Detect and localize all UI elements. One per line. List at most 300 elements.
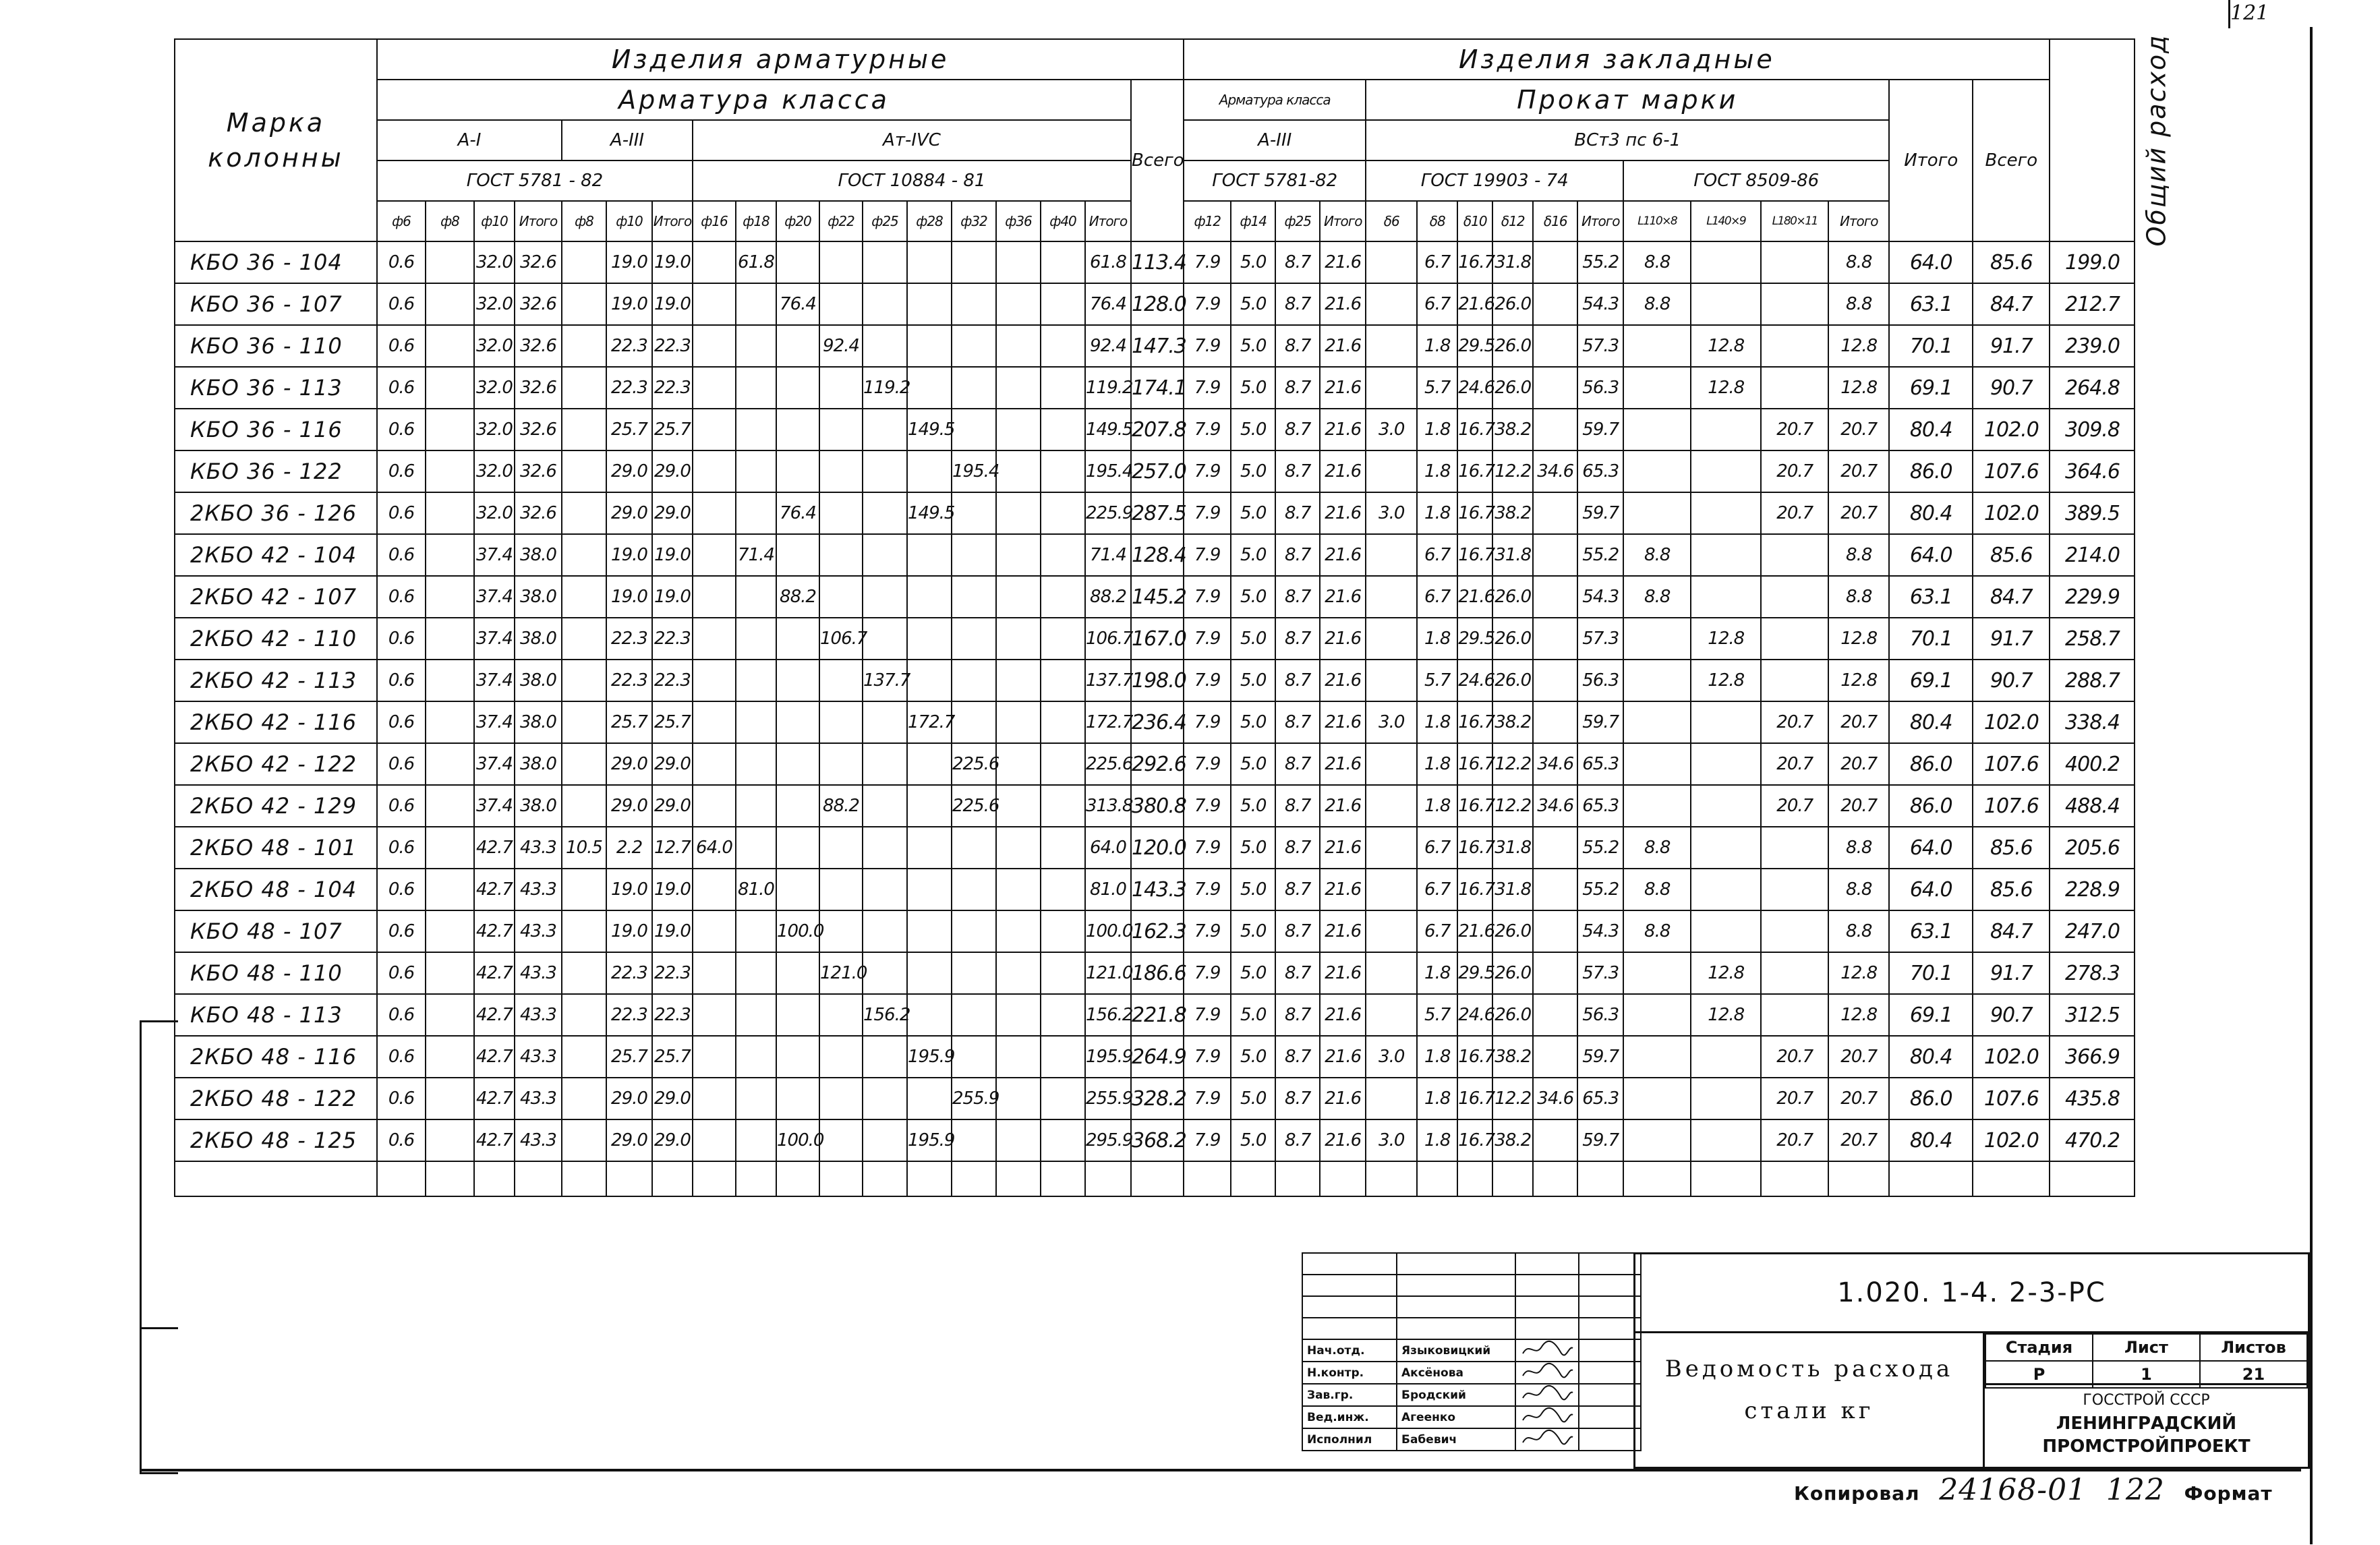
table-cell: 195.4 xyxy=(952,450,996,492)
table-cell: 22.3 xyxy=(652,618,693,660)
table-cell xyxy=(426,1078,474,1119)
table-cell xyxy=(952,701,996,743)
table-cell: 21.6 xyxy=(1320,785,1366,827)
table-cell: 7.9 xyxy=(1184,701,1231,743)
table-cell: 100.0 xyxy=(776,910,819,952)
table-cell: 21.6 xyxy=(1320,367,1366,409)
table-cell xyxy=(1041,325,1085,367)
table-cell: 21.6 xyxy=(1320,325,1366,367)
table-cell xyxy=(1691,785,1761,827)
table-cell xyxy=(1041,367,1085,409)
subcolumn-header: Итого xyxy=(652,201,693,241)
table-cell xyxy=(736,409,776,450)
table-cell xyxy=(736,367,776,409)
table-cell xyxy=(907,241,952,283)
table-cell: 5.0 xyxy=(1231,1119,1275,1161)
table-cell: 38.0 xyxy=(515,701,562,743)
table-cell xyxy=(996,701,1041,743)
table-cell: 6.7 xyxy=(1417,534,1457,576)
table-cell: 7.9 xyxy=(1184,450,1231,492)
table-cell: 145.2 xyxy=(1131,576,1184,618)
table-row xyxy=(175,492,2135,534)
table-cell xyxy=(693,952,736,994)
empty-cell xyxy=(1457,1161,1492,1196)
table-cell xyxy=(1533,409,1577,450)
table-cell: 8.8 xyxy=(1828,869,1889,910)
table-cell: 128.0 xyxy=(1131,283,1184,325)
table-cell xyxy=(776,1036,819,1078)
frame-line-right xyxy=(2310,27,2313,1544)
table-cell xyxy=(1533,952,1577,994)
table-cell: 86.0 xyxy=(1889,450,1973,492)
table-cell: 32.0 xyxy=(474,241,515,283)
table-cell: 167.0 xyxy=(1131,618,1184,660)
signature-scribble xyxy=(1520,1362,1574,1380)
table-cell: 364.6 xyxy=(2050,450,2135,492)
table-cell: 7.9 xyxy=(1184,994,1231,1036)
table-cell xyxy=(863,576,907,618)
table-cell: 22.3 xyxy=(606,367,652,409)
table-cell: 26.0 xyxy=(1492,618,1533,660)
table-cell: 43.3 xyxy=(515,827,562,869)
table-cell: 8.7 xyxy=(1275,785,1320,827)
table-cell xyxy=(1691,1036,1761,1078)
table-cell: 1.8 xyxy=(1417,1078,1457,1119)
table-cell: 76.4 xyxy=(776,492,819,534)
table-row xyxy=(175,910,2135,952)
table-cell: 8.8 xyxy=(1828,534,1889,576)
table-cell xyxy=(952,534,996,576)
table-cell: 32.0 xyxy=(474,367,515,409)
table-cell xyxy=(863,1119,907,1161)
table-cell: 7.9 xyxy=(1184,785,1231,827)
table-cell: 8.8 xyxy=(1623,869,1691,910)
table-cell: 5.0 xyxy=(1231,409,1275,450)
table-cell: 34.6 xyxy=(1533,450,1577,492)
table-cell: 16.7 xyxy=(1457,827,1492,869)
table-cell: 8.7 xyxy=(1275,618,1320,660)
approval-role: Н.контр. xyxy=(1302,1362,1397,1384)
signature xyxy=(1515,1428,1579,1451)
table-cell xyxy=(736,743,776,785)
table-cell xyxy=(1533,283,1577,325)
table-cell: 12.2 xyxy=(1492,450,1533,492)
steel-grade-header: ВСт3 пс 6-1 xyxy=(1366,120,1889,161)
table-cell: 7.9 xyxy=(1184,409,1231,450)
table-cell: 21.6 xyxy=(1320,952,1366,994)
table-cell: 65.3 xyxy=(1577,785,1623,827)
table-cell: 32.6 xyxy=(515,492,562,534)
table-cell xyxy=(1691,827,1761,869)
approval-row xyxy=(1302,1339,1641,1362)
embedded-class-header: Арматура класса xyxy=(1184,80,1366,120)
table-cell xyxy=(1366,534,1417,576)
table-cell: 8.8 xyxy=(1623,241,1691,283)
table-cell xyxy=(1623,1078,1691,1119)
table-cell: 389.5 xyxy=(2050,492,2135,534)
table-cell xyxy=(907,743,952,785)
table-cell: 257.0 xyxy=(1131,450,1184,492)
subcolumn-header: δ8 xyxy=(1417,201,1457,241)
table-cell: 174.1 xyxy=(1131,367,1184,409)
table-cell: 5.7 xyxy=(1417,660,1457,701)
frame-line-bottom xyxy=(140,1469,2301,1471)
table-cell: 26.0 xyxy=(1492,367,1533,409)
table-cell xyxy=(863,618,907,660)
table-cell xyxy=(562,576,606,618)
table-cell: 59.7 xyxy=(1577,409,1623,450)
table-cell: 8.8 xyxy=(1828,283,1889,325)
table-cell xyxy=(1366,1078,1417,1119)
table-cell xyxy=(952,660,996,701)
table-cell: 7.9 xyxy=(1184,618,1231,660)
table-cell xyxy=(562,450,606,492)
table-cell: 22.3 xyxy=(606,994,652,1036)
table-row xyxy=(175,660,2135,701)
table-cell: 12.2 xyxy=(1492,1078,1533,1119)
table-cell: 328.2 xyxy=(1131,1078,1184,1119)
table-cell xyxy=(562,785,606,827)
table-cell: 7.9 xyxy=(1184,576,1231,618)
table-cell: 63.1 xyxy=(1889,910,1973,952)
table-cell xyxy=(1533,827,1577,869)
table-cell xyxy=(776,325,819,367)
table-cell: 5.0 xyxy=(1231,660,1275,701)
table-cell xyxy=(776,1078,819,1119)
table-cell: 29.0 xyxy=(652,1078,693,1119)
table-cell: 236.4 xyxy=(1131,701,1184,743)
table-cell: 84.7 xyxy=(1973,283,2050,325)
empty-cell xyxy=(1275,1161,1320,1196)
signature xyxy=(1515,1384,1579,1406)
table-cell: 8.7 xyxy=(1275,827,1320,869)
table-cell xyxy=(907,785,952,827)
table-cell xyxy=(907,1078,952,1119)
table-cell xyxy=(693,492,736,534)
table-cell xyxy=(952,952,996,994)
table-cell: 5.0 xyxy=(1231,869,1275,910)
table-row xyxy=(175,743,2135,785)
table-cell: 61.8 xyxy=(736,241,776,283)
table-cell: 86.0 xyxy=(1889,743,1973,785)
table-cell: 56.3 xyxy=(1577,367,1623,409)
table-cell xyxy=(1691,492,1761,534)
table-cell: 29.5 xyxy=(1457,325,1492,367)
table-cell xyxy=(426,1119,474,1161)
signature xyxy=(1515,1406,1579,1428)
table-cell: 295.9 xyxy=(1085,1119,1131,1161)
table-cell: 29.0 xyxy=(652,743,693,785)
approval-row xyxy=(1302,1362,1641,1384)
table-cell xyxy=(996,660,1041,701)
table-cell xyxy=(1366,283,1417,325)
empty-cell xyxy=(1366,1161,1417,1196)
table-cell: 0.6 xyxy=(377,409,426,450)
table-row xyxy=(175,994,2135,1036)
empty-cell xyxy=(1417,1161,1457,1196)
subcolumn-header: Итого xyxy=(1320,201,1366,241)
table-cell: 81.0 xyxy=(1085,869,1131,910)
table-cell: 38.2 xyxy=(1492,701,1533,743)
table-cell: 8.8 xyxy=(1623,576,1691,618)
empty-cell xyxy=(652,1161,693,1196)
table-cell xyxy=(736,1036,776,1078)
empty-cell xyxy=(776,1161,819,1196)
subcolumn-header: ф40 xyxy=(1041,201,1085,241)
column-mark: 2КБО 42 - 129 xyxy=(175,785,377,827)
table-cell: 25.7 xyxy=(652,701,693,743)
sheet-header: Лист xyxy=(2093,1334,2200,1361)
table-cell: 24.6 xyxy=(1457,994,1492,1036)
table-cell: 7.9 xyxy=(1184,743,1231,785)
table-cell: 12.8 xyxy=(1691,325,1761,367)
table-cell xyxy=(952,994,996,1036)
empty-cell xyxy=(863,1161,907,1196)
column-mark: 2КБО 42 - 104 xyxy=(175,534,377,576)
approval-row xyxy=(1302,1406,1641,1428)
table-cell: 91.7 xyxy=(1973,325,2050,367)
table-cell xyxy=(776,241,819,283)
table-cell xyxy=(1761,952,1828,994)
table-cell: 149.5 xyxy=(907,409,952,450)
table-row xyxy=(175,1036,2135,1078)
table-cell xyxy=(1533,869,1577,910)
table-cell xyxy=(952,827,996,869)
table-cell: 8.7 xyxy=(1275,283,1320,325)
signature xyxy=(1515,1339,1579,1362)
table-cell xyxy=(562,869,606,910)
table-cell: 16.7 xyxy=(1457,785,1492,827)
table-cell: 102.0 xyxy=(1973,492,2050,534)
table-cell: 121.0 xyxy=(1085,952,1131,994)
table-cell: 20.7 xyxy=(1761,1119,1828,1161)
table-cell: 12.8 xyxy=(1828,618,1889,660)
empty-cell xyxy=(1533,1161,1577,1196)
column-mark: КБО 48 - 113 xyxy=(175,994,377,1036)
table-cell: 0.6 xyxy=(377,743,426,785)
table-cell xyxy=(952,241,996,283)
table-cell xyxy=(1366,618,1417,660)
table-cell: 12.2 xyxy=(1492,743,1533,785)
reinforcement-items-header: Изделия арматурные xyxy=(377,39,1184,80)
table-cell xyxy=(819,534,863,576)
subcolumn-header: ф8 xyxy=(562,201,606,241)
subcolumn-header: ф10 xyxy=(606,201,652,241)
table-cell: 12.8 xyxy=(1828,367,1889,409)
table-row xyxy=(175,534,2135,576)
table-cell xyxy=(819,241,863,283)
table-cell: 20.7 xyxy=(1828,450,1889,492)
empty-cell xyxy=(1231,1161,1275,1196)
table-cell: 8.7 xyxy=(1275,701,1320,743)
column-mark: КБО 36 - 116 xyxy=(175,409,377,450)
table-cell xyxy=(693,743,736,785)
table-cell: 21.6 xyxy=(1320,701,1366,743)
table-cell: 32.6 xyxy=(515,325,562,367)
table-row xyxy=(175,952,2135,994)
signature-scribble xyxy=(1520,1384,1574,1402)
table-cell: 88.2 xyxy=(1085,576,1131,618)
table-cell: 38.0 xyxy=(515,534,562,576)
table-cell: 102.0 xyxy=(1973,1119,2050,1161)
table-cell xyxy=(819,576,863,618)
table-cell: 5.0 xyxy=(1231,283,1275,325)
table-cell: 31.8 xyxy=(1492,869,1533,910)
signature-scribble xyxy=(1520,1429,1574,1447)
table-cell xyxy=(863,492,907,534)
table-cell: 137.7 xyxy=(863,660,907,701)
table-cell: 38.0 xyxy=(515,618,562,660)
table-cell: 470.2 xyxy=(2050,1119,2135,1161)
table-cell: 32.6 xyxy=(515,409,562,450)
empty-cell xyxy=(1761,1161,1828,1196)
table-cell: 19.0 xyxy=(652,534,693,576)
table-cell: 5.0 xyxy=(1231,241,1275,283)
table-cell: 156.2 xyxy=(1085,994,1131,1036)
table-cell xyxy=(996,367,1041,409)
table-cell xyxy=(1533,701,1577,743)
table-cell xyxy=(1041,952,1085,994)
subcolumn-header: ф10 xyxy=(474,201,515,241)
margin-divider xyxy=(142,1327,178,1329)
table-cell: 207.8 xyxy=(1131,409,1184,450)
table-row xyxy=(175,1119,2135,1161)
table-cell: 8.8 xyxy=(1828,827,1889,869)
table-cell: 43.3 xyxy=(515,994,562,1036)
table-cell: 198.0 xyxy=(1131,660,1184,701)
table-cell: 20.7 xyxy=(1761,1078,1828,1119)
table-cell: 91.7 xyxy=(1973,618,2050,660)
table-cell: 6.7 xyxy=(1417,827,1457,869)
empty-cell xyxy=(606,1161,652,1196)
table-cell: 0.6 xyxy=(377,660,426,701)
table-cell xyxy=(1623,660,1691,701)
table-cell: 313.8 xyxy=(1085,785,1131,827)
table-cell: 255.9 xyxy=(1085,1078,1131,1119)
table-cell: 65.3 xyxy=(1577,450,1623,492)
embedded-subtotal-header: Итого xyxy=(1889,80,1973,241)
stage-header: Стадия xyxy=(1985,1334,2093,1361)
table-cell xyxy=(863,325,907,367)
table-cell xyxy=(996,618,1041,660)
table-cell: 172.7 xyxy=(907,701,952,743)
table-cell xyxy=(819,869,863,910)
table-cell: 16.7 xyxy=(1457,1119,1492,1161)
table-cell xyxy=(426,367,474,409)
table-cell: 20.7 xyxy=(1761,492,1828,534)
column-mark: КБО 48 - 110 xyxy=(175,952,377,994)
table-cell xyxy=(952,325,996,367)
table-row xyxy=(175,241,2135,283)
sign-date xyxy=(1579,1362,1641,1384)
table-cell xyxy=(1366,367,1417,409)
table-cell: 5.0 xyxy=(1231,492,1275,534)
subcolumn-header: Итого xyxy=(1828,201,1889,241)
table-cell xyxy=(1761,910,1828,952)
table-cell: 29.0 xyxy=(606,1119,652,1161)
table-cell: 85.6 xyxy=(1973,869,2050,910)
table-cell: 107.6 xyxy=(1973,450,2050,492)
table-cell xyxy=(907,910,952,952)
table-cell xyxy=(1533,660,1577,701)
approval-row xyxy=(1302,1428,1641,1451)
column-mark: КБО 36 - 107 xyxy=(175,283,377,325)
table-cell: 12.8 xyxy=(1828,325,1889,367)
table-cell: 225.6 xyxy=(952,785,996,827)
table-cell: 0.6 xyxy=(377,994,426,1036)
table-cell: 0.6 xyxy=(377,952,426,994)
table-cell xyxy=(907,869,952,910)
table-cell: 147.3 xyxy=(1131,325,1184,367)
table-cell: 7.9 xyxy=(1184,952,1231,994)
table-cell: 25.7 xyxy=(606,409,652,450)
subcolumn-header: ф22 xyxy=(819,201,863,241)
table-cell: 64.0 xyxy=(1889,827,1973,869)
table-cell: 29.0 xyxy=(606,492,652,534)
table-cell xyxy=(776,785,819,827)
table-cell: 195.9 xyxy=(907,1119,952,1161)
table-cell xyxy=(1533,994,1577,1036)
table-cell: 7.9 xyxy=(1184,910,1231,952)
table-cell xyxy=(1761,283,1828,325)
table-cell: 288.7 xyxy=(2050,660,2135,701)
table-cell xyxy=(1041,827,1085,869)
table-cell: 102.0 xyxy=(1973,409,2050,450)
table-cell: 29.0 xyxy=(652,450,693,492)
table-cell: 8.7 xyxy=(1275,241,1320,283)
table-cell: 8.8 xyxy=(1828,241,1889,283)
approval-role: Вед.инж. xyxy=(1302,1406,1397,1428)
table-cell xyxy=(863,827,907,869)
table-cell xyxy=(819,1119,863,1161)
table-cell: 1.8 xyxy=(1417,952,1457,994)
table-cell: 38.2 xyxy=(1492,492,1533,534)
table-cell xyxy=(952,1036,996,1078)
table-cell: 38.0 xyxy=(515,743,562,785)
table-cell: 80.4 xyxy=(1889,409,1973,450)
inventory-number: 24168-01 xyxy=(1939,1473,2087,1507)
signature xyxy=(1515,1362,1579,1384)
table-cell: 34.6 xyxy=(1533,1078,1577,1119)
table-cell xyxy=(562,1078,606,1119)
table-cell: 92.4 xyxy=(1085,325,1131,367)
table-cell: 88.2 xyxy=(776,576,819,618)
table-cell: 20.7 xyxy=(1828,785,1889,827)
org-line-2: ЛЕНИНГРАДСКИЙ xyxy=(2056,1413,2237,1434)
table-cell: 5.0 xyxy=(1231,910,1275,952)
table-cell: 25.7 xyxy=(652,409,693,450)
approval-name: Языковицкий xyxy=(1397,1339,1515,1362)
table-cell: 0.6 xyxy=(377,534,426,576)
table-cell xyxy=(562,283,606,325)
table-row xyxy=(175,785,2135,827)
table-cell xyxy=(819,701,863,743)
table-cell xyxy=(693,869,736,910)
table-cell: 57.3 xyxy=(1577,325,1623,367)
table-cell xyxy=(1041,1119,1085,1161)
table-cell: 38.0 xyxy=(515,660,562,701)
table-cell xyxy=(426,283,474,325)
column-mark: КБО 36 - 122 xyxy=(175,450,377,492)
table-cell xyxy=(736,492,776,534)
table-cell: 55.2 xyxy=(1577,827,1623,869)
table-cell xyxy=(1533,492,1577,534)
table-cell: 42.7 xyxy=(474,994,515,1036)
table-cell xyxy=(776,869,819,910)
table-cell: 8.7 xyxy=(1275,910,1320,952)
table-cell xyxy=(907,534,952,576)
empty-cell xyxy=(693,1161,736,1196)
